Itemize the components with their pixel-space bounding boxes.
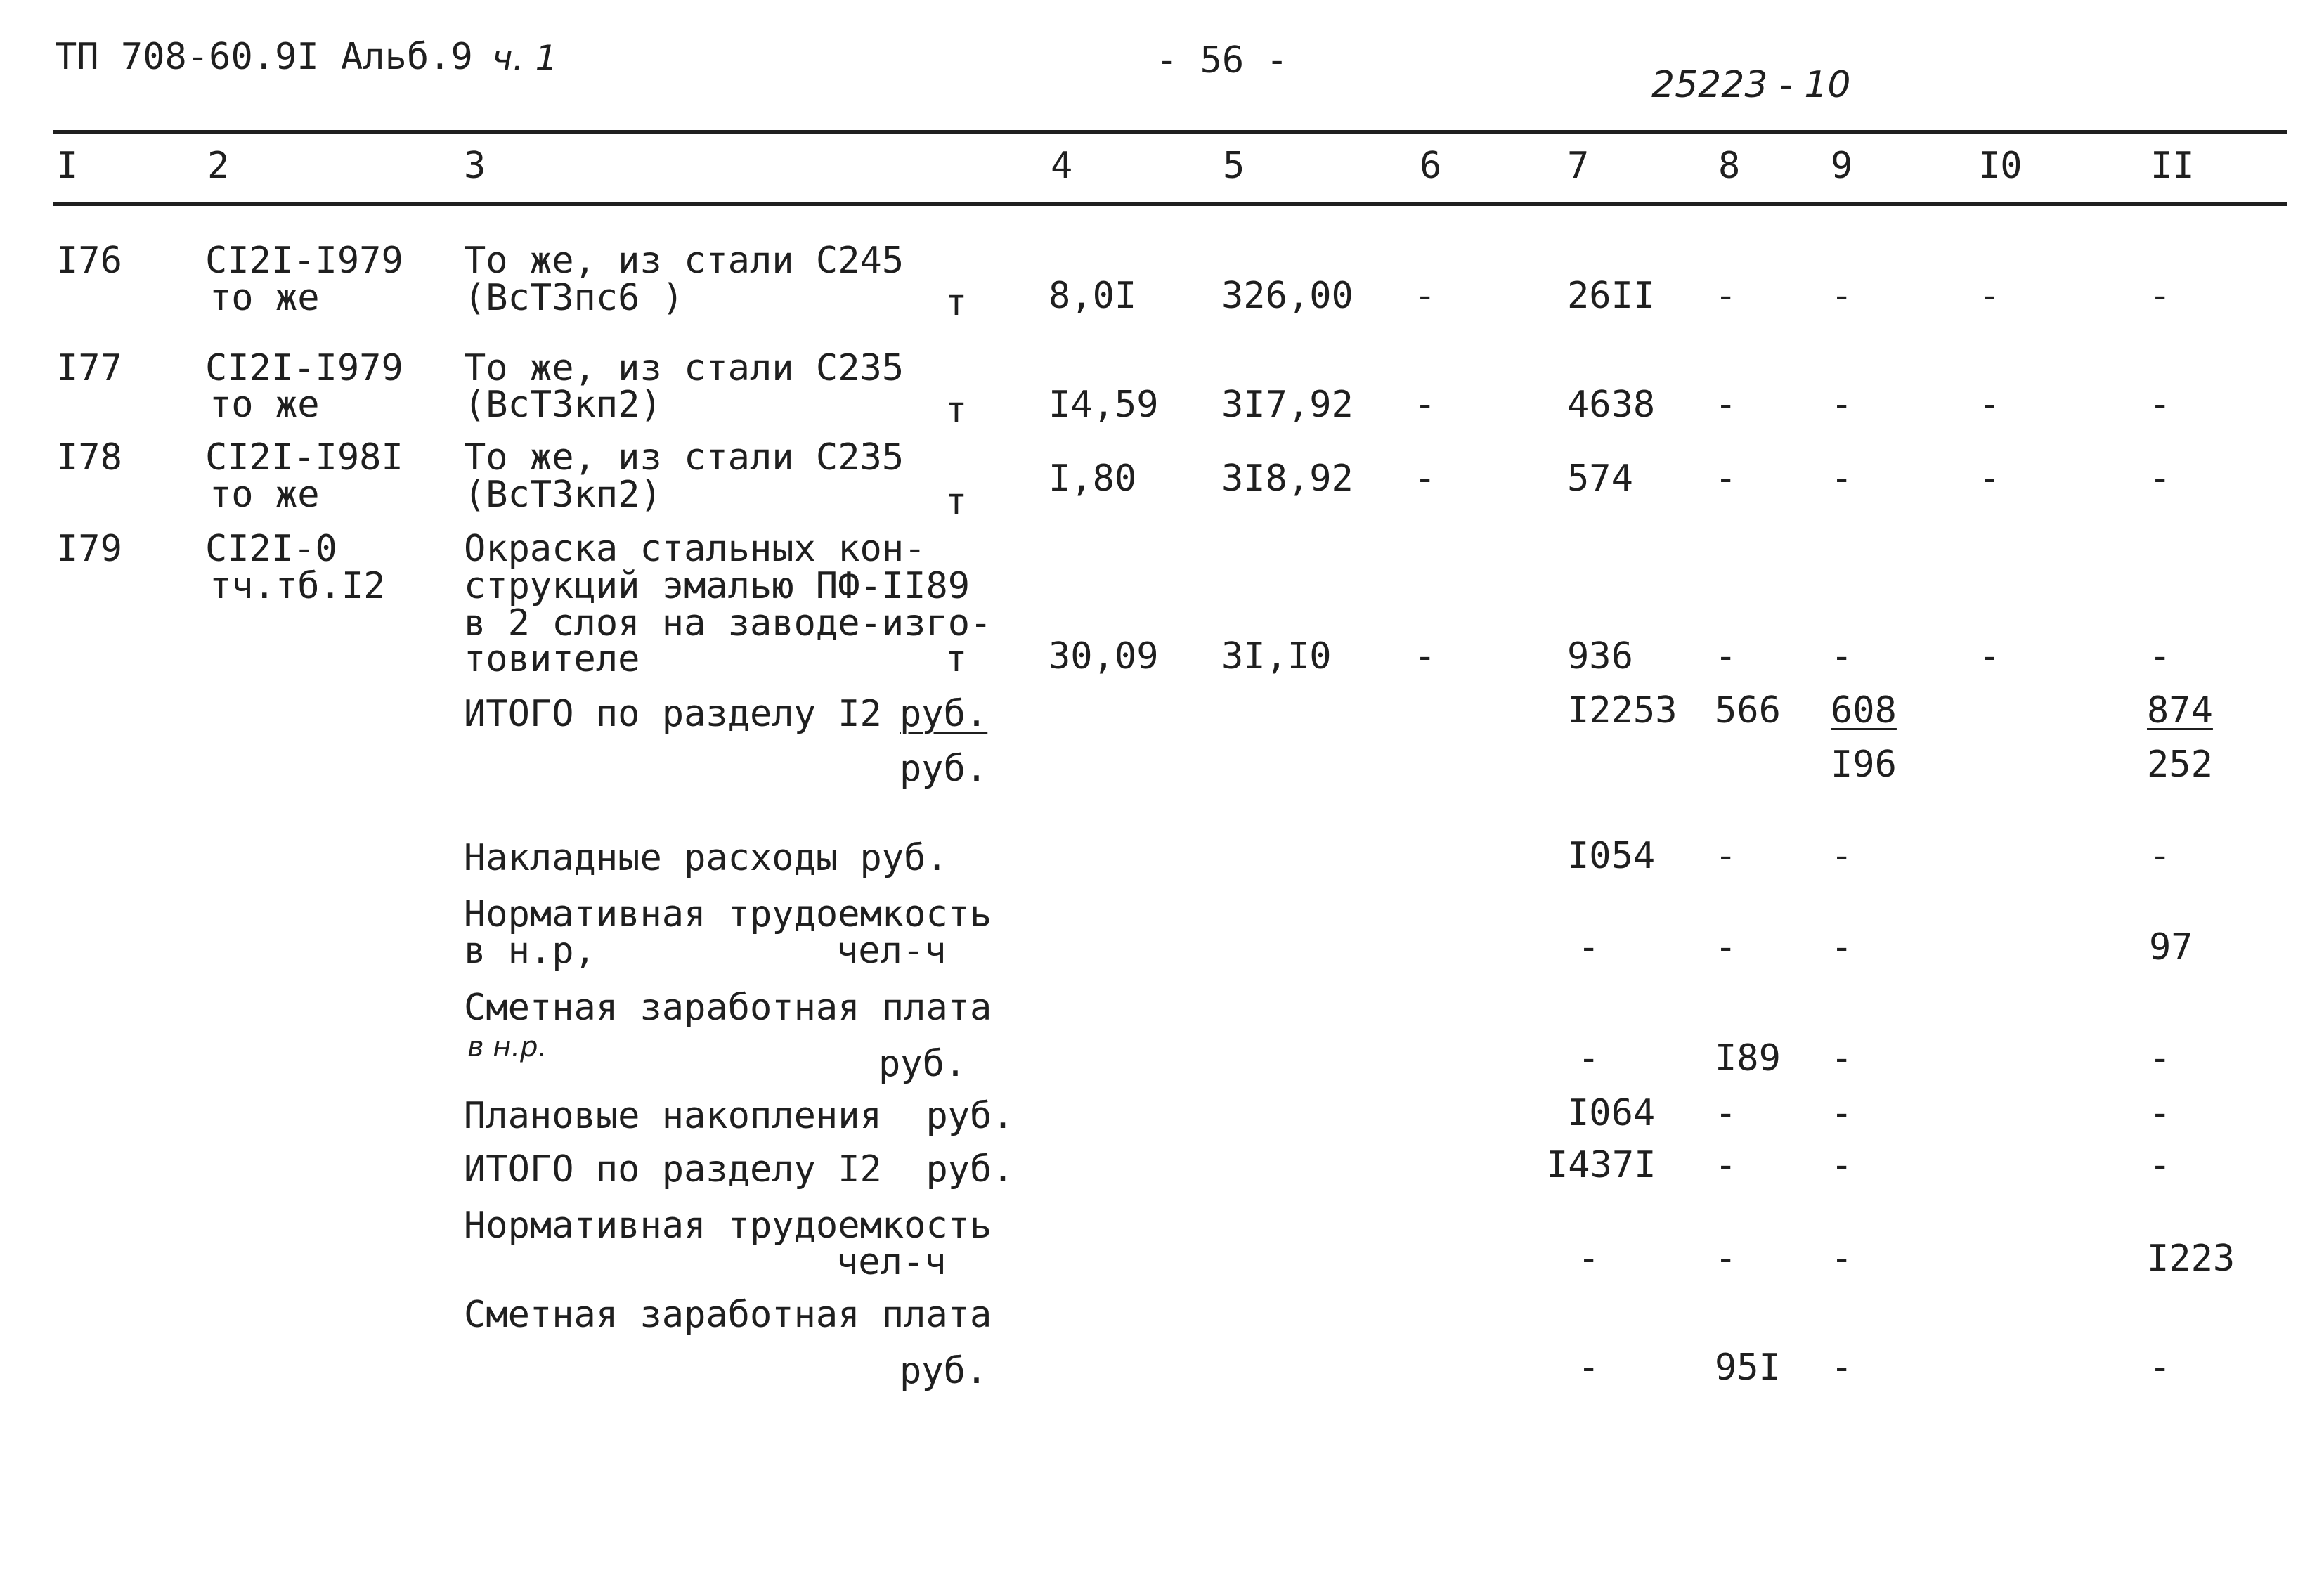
unit: т xyxy=(945,389,968,431)
summary-column-11: - xyxy=(2149,1037,2172,1079)
column-header: 7 xyxy=(1567,145,1590,187)
inventory-number-handwritten: 25223 - 10 xyxy=(1651,64,1851,106)
column-10-value: - xyxy=(1978,384,2001,426)
summary-total-cost: I054 xyxy=(1567,835,1656,877)
summary-total-cost: I064 xyxy=(1567,1092,1656,1134)
quantity: I,80 xyxy=(1049,457,1137,500)
summary-label: Нормативная трудоемкость xyxy=(464,893,992,935)
price-code: CI2I-0 xyxy=(205,528,337,570)
subtotal-column-11-top: 874 xyxy=(2147,689,2213,732)
summary-column-9: - xyxy=(1831,835,1853,877)
summary-label: Сметная заработная плата xyxy=(464,987,992,1029)
subtotal-label: ИТОГО по разделу I2 xyxy=(464,693,882,735)
description-line: То же, из стали С235 xyxy=(464,436,904,479)
column-header: 2 xyxy=(207,145,230,187)
column-8-value: - xyxy=(1715,635,1737,677)
summary-label-handwritten: в н.р. xyxy=(467,1031,547,1063)
summary-column-11: - xyxy=(2149,1092,2172,1134)
price-code: CI2I-I98I xyxy=(205,436,403,479)
description-line: Окраска стальных кон- xyxy=(464,528,926,570)
summary-column-8: - xyxy=(1715,1092,1737,1134)
summary-unit: руб. xyxy=(900,1350,988,1392)
column-10-value: - xyxy=(1978,457,2001,500)
subtotal-column-11-bottom: 252 xyxy=(2147,744,2213,786)
column-8-value: - xyxy=(1715,457,1737,500)
price-code-note: то же xyxy=(209,384,320,426)
summary-total-cost: - xyxy=(1578,926,1600,968)
subtotal-column-9-bottom: I96 xyxy=(1831,744,1897,786)
summary-total-cost: - xyxy=(1578,1037,1600,1079)
description-line: (ВсТ3кп2) xyxy=(464,474,662,516)
summary-column-9: - xyxy=(1831,1092,1853,1134)
summary-column-9: - xyxy=(1831,1238,1853,1280)
subtotal-unit: руб. xyxy=(900,693,988,735)
quantity: 8,0I xyxy=(1049,275,1137,317)
unit-price: 3I7,92 xyxy=(1221,384,1353,426)
subtotal-column-9-top: 608 xyxy=(1831,689,1897,732)
summary-unit: руб. xyxy=(878,1043,967,1085)
summary-column-9: - xyxy=(1831,926,1853,968)
summary-label: Сметная заработная плата xyxy=(464,1294,992,1336)
price-code-note: то же xyxy=(209,474,320,516)
summary-unit: чел-ч xyxy=(836,930,947,972)
summary-total-cost: - xyxy=(1578,1238,1600,1280)
summary-label-continued: в н.р, xyxy=(464,930,596,972)
column-header: 5 xyxy=(1223,145,1245,187)
price-code: CI2I-I979 xyxy=(205,240,403,282)
quantity: 30,09 xyxy=(1049,635,1159,677)
document-code: ТП 708-60.9I Альб.9 xyxy=(55,36,473,78)
column-8-value: - xyxy=(1715,275,1737,317)
unit: т xyxy=(945,638,968,680)
column-header: I xyxy=(56,145,79,187)
row-number: I76 xyxy=(56,240,122,282)
unit-price: 3I8,92 xyxy=(1221,457,1353,500)
description-line: То же, из стали С235 xyxy=(464,347,904,389)
column-9-value: - xyxy=(1831,275,1853,317)
row-number: I79 xyxy=(56,528,122,570)
column-6-value: - xyxy=(1414,457,1436,500)
total-cost: 4638 xyxy=(1567,384,1656,426)
description-line: в 2 слоя на заводе-изго- xyxy=(464,602,992,644)
price-code-note: тч.тб.I2 xyxy=(209,565,386,607)
summary-label: Плановые накопления руб. xyxy=(464,1095,1014,1137)
column-8-value: - xyxy=(1715,384,1737,426)
column-header: 8 xyxy=(1718,145,1741,187)
column-10-value: - xyxy=(1978,635,2001,677)
page-number: - 56 - xyxy=(1156,39,1288,82)
row-number: I77 xyxy=(56,347,122,389)
column-9-value: - xyxy=(1831,384,1853,426)
summary-column-11: 97 xyxy=(2149,926,2193,968)
summary-unit: чел-ч xyxy=(836,1241,947,1283)
column-6-value: - xyxy=(1414,384,1436,426)
summary-column-9: - xyxy=(1831,1346,1853,1389)
subtotal-total-cost: I2253 xyxy=(1567,689,1677,732)
summary-label: Накладные расходы руб. xyxy=(464,837,948,879)
column-6-value: - xyxy=(1414,275,1436,317)
unit: т xyxy=(945,282,968,324)
column-header: 3 xyxy=(464,145,486,187)
table-header-rule xyxy=(53,202,2287,206)
row-number: I78 xyxy=(56,436,122,479)
part-number-handwritten: ч. 1 xyxy=(492,38,558,79)
column-header: 9 xyxy=(1831,145,1853,187)
summary-column-11: - xyxy=(2149,835,2172,877)
description-line: струкций эмалью ПФ-II89 xyxy=(464,565,971,607)
summary-column-8: - xyxy=(1715,1238,1737,1280)
column-9-value: - xyxy=(1831,635,1853,677)
summary-column-8: - xyxy=(1715,926,1737,968)
summary-column-11: - xyxy=(2149,1346,2172,1389)
summary-column-8: 95I xyxy=(1715,1346,1781,1389)
column-header: II xyxy=(2150,145,2195,187)
summary-column-8: - xyxy=(1715,835,1737,877)
total-cost: 574 xyxy=(1567,457,1633,500)
description-line: товителе xyxy=(464,638,640,680)
summary-label: ИТОГО по разделу I2 руб. xyxy=(464,1148,1014,1190)
summary-total-cost: - xyxy=(1578,1346,1600,1389)
summary-total-cost: I437I xyxy=(1546,1144,1656,1186)
column-11-value: - xyxy=(2149,457,2172,500)
quantity: I4,59 xyxy=(1049,384,1159,426)
unit-price: 326,00 xyxy=(1221,275,1353,317)
unit-price: 3I,I0 xyxy=(1221,635,1332,677)
summary-label: Нормативная трудоемкость xyxy=(464,1205,992,1247)
summary-column-9: - xyxy=(1831,1037,1853,1079)
summary-column-8: - xyxy=(1715,1144,1737,1186)
summary-column-8: I89 xyxy=(1715,1037,1781,1079)
price-code: CI2I-I979 xyxy=(205,347,403,389)
total-cost: 936 xyxy=(1567,635,1633,677)
summary-column-11: I223 xyxy=(2147,1238,2235,1280)
column-header: I0 xyxy=(1978,145,2023,187)
summary-column-9: - xyxy=(1831,1144,1853,1186)
price-code-note: то же xyxy=(209,277,320,319)
column-6-value: - xyxy=(1414,635,1436,677)
description-line: (ВсТ3пс6 ) xyxy=(464,277,684,319)
column-9-value: - xyxy=(1831,457,1853,500)
column-header: 4 xyxy=(1051,145,1073,187)
unit: т xyxy=(945,481,968,523)
column-11-value: - xyxy=(2149,384,2172,426)
subtotal-column-8: 566 xyxy=(1715,689,1781,732)
column-header: 6 xyxy=(1420,145,1442,187)
summary-column-11: - xyxy=(2149,1144,2172,1186)
column-11-value: - xyxy=(2149,635,2172,677)
column-11-value: - xyxy=(2149,275,2172,317)
description-line: То же, из стали С245 xyxy=(464,240,904,282)
total-cost: 26II xyxy=(1567,275,1656,317)
table-top-rule xyxy=(53,130,2287,134)
description-line: (ВсТ3кп2) xyxy=(464,384,662,426)
column-10-value: - xyxy=(1978,275,2001,317)
subtotal-unit: руб. xyxy=(900,748,988,790)
